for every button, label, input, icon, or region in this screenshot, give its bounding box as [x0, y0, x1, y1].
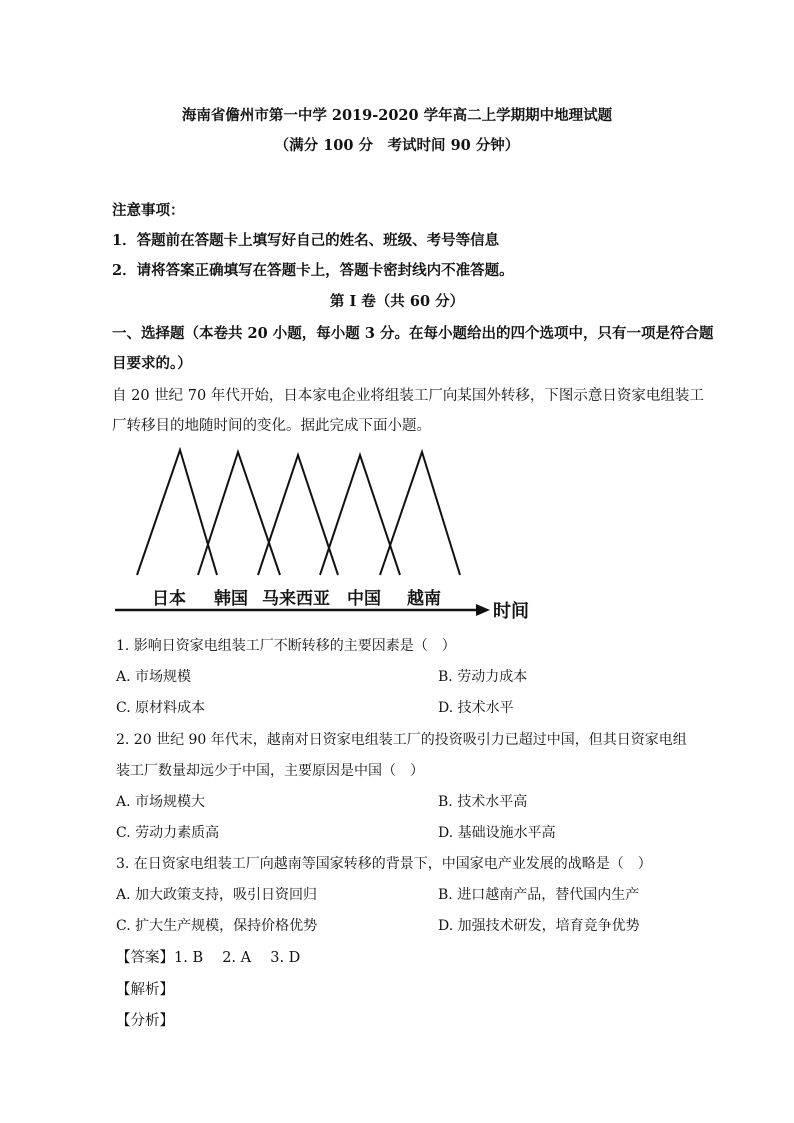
question-2-stem-line-1: 2. 20 世纪 90 年代末，越南对日资家电组装工厂的投资吸引力已超过中国，但其日资家电组 — [116, 732, 687, 748]
question-3-stem: 3. 在日资家电组装工厂向越南等国家转移的背景下，中国家电产业发展的战略是（ ） — [116, 856, 652, 872]
question-2-option-d: D. 基础设施水平高 — [438, 825, 556, 841]
document-subtitle: （满分 100 分 考试时间 90 分钟） — [274, 137, 520, 154]
intro-line-2: 厂转移目的地随时间的变化。据此完成下面小题。 — [112, 418, 431, 434]
time-axis-label: 时间 — [493, 601, 529, 622]
factory-transfer-figure — [110, 440, 529, 625]
question-3-option-b: B. 进口越南产品，替代国内生产 — [438, 887, 640, 903]
question-2-option-b: B. 技术水平高 — [438, 794, 528, 810]
country-label-korea: 韩国 — [214, 589, 248, 609]
question-1-stem: 1. 影响日资家电组装工厂不断转移的主要因素是（ ） — [116, 638, 456, 654]
triangle-korea — [198, 452, 280, 575]
transfer-triangles — [137, 450, 460, 575]
intro-line-1: 自 20 世纪 70 年代开始，日本家电企业将组装工厂向某国外转移，下图示意日资家电组装工 — [112, 388, 704, 404]
question-3-option-d: D. 加强技术研发，培育竞争优势 — [438, 918, 640, 934]
analysis-heading: 【解析】 — [116, 982, 174, 998]
notice-item-1: 1．答题前在答题卡上填写好自己的姓名、班级、考号等信息 — [112, 232, 500, 249]
breakdown-heading: 【分析】 — [116, 1013, 174, 1029]
country-label-malaysia: 马来西亚 — [262, 589, 330, 609]
document-title: 海南省儋州市第一中学 2019-2020 学年高二上学期期中地理试题 — [181, 107, 613, 124]
part-title: 第 I 卷（共 60 分） — [329, 293, 465, 310]
question-3-option-c: C. 扩大生产规模，保持价格优势 — [116, 918, 318, 934]
notice-item-2: 2．请将答案正确填写在答题卡上，答题卡密封线内不准答题。 — [112, 262, 514, 279]
question-2-stem-line-2: 装工厂数量却远少于中国，主要原因是中国（ ） — [116, 763, 424, 779]
question-1-option-c: C. 原材料成本 — [116, 700, 206, 716]
time-axis-arrow — [476, 604, 490, 616]
country-label-japan: 日本 — [152, 589, 186, 609]
country-label-china: 中国 — [347, 589, 381, 609]
notice-heading: 注意事项： — [112, 202, 185, 219]
question-2-option-c: C. 劳动力素质高 — [116, 825, 220, 841]
country-label-vietnam: 越南 — [407, 589, 441, 609]
question-1-option-b: B. 劳动力成本 — [438, 669, 528, 685]
section-title-line-1: 一、选择题（本卷共 20 小题，每小题 3 分。在每小题给出的四个选项中，只有一项是符合题 — [112, 325, 714, 342]
answer-line: 【答案】1. B 2. A 3. D — [116, 950, 301, 966]
section-title-line-2: 目要求的。） — [112, 355, 192, 372]
question-3-option-a: A. 加大政策支持，吸引日资回归 — [116, 887, 318, 903]
question-1-option-a: A. 市场规模 — [116, 669, 192, 685]
question-2-option-a: A. 市场规模大 — [116, 794, 206, 810]
triangle-vietnam — [380, 452, 460, 575]
question-1-option-d: D. 技术水平 — [438, 700, 514, 716]
